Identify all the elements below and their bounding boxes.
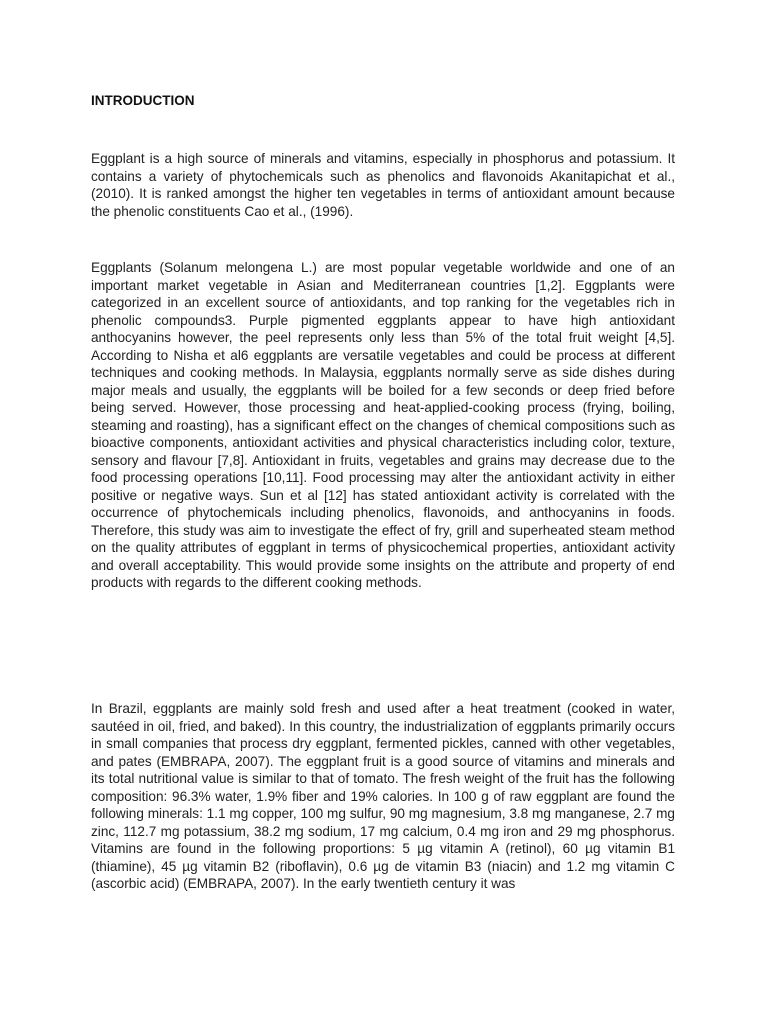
paragraph-brazil-nutrition: In Brazil, eggplants are mainly sold fresh and used after a heat treatment (cooked in water, sautéed in oil, fried, and baked). In this country, the industrialization of eggplants primarily occurs in small companies that process dry eggplant, fermented pickles, canned with other vegetables, and pates (EMBRAPA, 2007). The eggplant fruit is a good source of vitamins and minerals and its total nutritional value is similar to that of tomato. The fresh weight of the fruit has the following composition: 96.3% water, 1.9% fiber and 19% calories. In 100 g of raw eggplant are found the following minerals: 1.1 mg copper, 100 mg sulfur, 90 mg magnesium, 3.8 mg manganese, 2.7 mg zinc, 112.7 mg potassium, 38.2 mg sodium, 17 mg calcium, 0.4 mg iron and 29 mg phosphorus. Vitamins are found in the following proportions: 5 µg vitamin A (retinol), 60 µg vitamin B1 (thiamine), 45 µg vitamin B2 (riboflavin), 0.6 µg de vitamin B3 (niacin) and 1.2 mg vitamin C (ascorbic acid) (EMBRAPA, 2007). In the early twentieth century it was <box>91 701 675 891</box>
paragraph-intro-minerals: Eggplant is a high source of minerals and vitamins, especially in phosphorus and potassium. It contains a variety of phytochemicals such as phenolics and flavonoids Akanitapichat et al., (2010). It is ranked amongst the higher ten vegetables in terms of antioxidant amount because the phenolic constituents Cao et al., (1996). <box>91 151 675 219</box>
section-heading: INTRODUCTION <box>91 93 195 108</box>
paragraph-eggplant-cooking: Eggplants (Solanum melongena L.) are most popular vegetable worldwide and one of an important market vegetable in Asian and Mediterranean countries [1,2]. Eggplants were categorized in an excellent source of antioxidants, and top ranking for the vegetables rich in phenolic compounds3. Purple pigmented eggplants appear to have high antioxidant anthocyanins however, the peel represents only less than 5% of the total fruit weight [4,5]. According to Nisha et al6 eggplants are versatile vegetables and could be process at different techniques and cooking methods. In Malaysia, eggplants normally serve as side dishes during major meals and usually, the eggplants will be boiled for a few seconds or deep fried before being served. However, those processing and heat-applied-cooking process (frying, boiling, steaming and roasting), has a significant effect on the changes of chemical compositions such as bioactive components, antioxidant activities and physical characteristics including color, texture, sensory and flavour [7,8]. Antioxidant in fruits, vegetables and grains may decrease due to the food processing operations [10,11]. Food processing may alter the antioxidant activity in either positive or negative ways. Sun et al [12] has stated antioxidant activity is correlated with the occurrence of phytochemicals including phenolics, flavonoids, and anthocyanins in foods. Therefore, this study was aim to investigate the effect of fry, grill and superheated steam method on the quality attributes of eggplant in terms of physicochemical properties, antioxidant activity and overall acceptability. This would provide some insights on the attribute and property of end products with regards to the different cooking methods. <box>91 260 675 590</box>
document-page <box>91 0 675 1024</box>
